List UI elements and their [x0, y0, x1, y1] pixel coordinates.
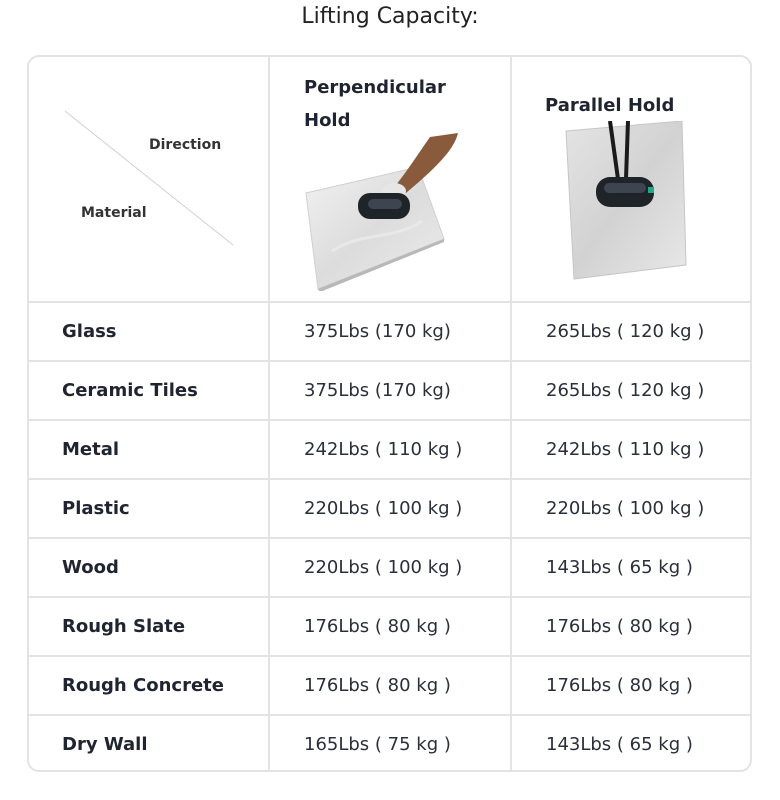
perpendicular-capacity-cell: 165Lbs ( 75 kg ) [269, 715, 511, 772]
perpendicular-capacity-cell: 220Lbs ( 100 kg ) [269, 479, 511, 538]
table-row [29, 538, 750, 597]
material-label: Material [81, 205, 147, 221]
material-cell: Dry Wall [29, 715, 269, 772]
material-cell: Rough Slate [29, 597, 269, 656]
page-title: Lifting Capacity: [301, 4, 479, 29]
lifting-capacity-table [27, 55, 752, 772]
diagonal-divider [29, 57, 269, 301]
material-cell: Plastic [29, 479, 269, 538]
suction-cup-parallel-photo-icon [562, 121, 692, 281]
direction-material-header-cell [29, 57, 269, 302]
parallel-capacity-cell: 265Lbs ( 120 kg ) [511, 302, 750, 361]
perpendicular-capacity-cell: 375Lbs (170 kg) [269, 302, 511, 361]
table-row [29, 656, 750, 715]
material-cell: Rough Concrete [29, 656, 269, 715]
table-row [29, 420, 750, 479]
perpendicular-capacity-cell: 242Lbs ( 110 kg ) [269, 420, 511, 479]
parallel-capacity-cell: 242Lbs ( 110 kg ) [511, 420, 750, 479]
table-row [29, 479, 750, 538]
perpendicular-hold-heading: Perpendicular Hold [304, 77, 446, 131]
material-cell: Wood [29, 538, 269, 597]
suction-cup-perpendicular-photo-icon [302, 131, 482, 291]
perpendicular-capacity-cell: 176Lbs ( 80 kg ) [269, 656, 511, 715]
material-cell: Metal [29, 420, 269, 479]
parallel-capacity-cell: 265Lbs ( 120 kg ) [511, 361, 750, 420]
table-row [29, 361, 750, 420]
capacity-table [29, 57, 750, 772]
parallel-hold-heading: Parallel Hold [545, 95, 675, 116]
parallel-capacity-cell: 176Lbs ( 80 kg ) [511, 597, 750, 656]
material-cell: Ceramic Tiles [29, 361, 269, 420]
parallel-header-cell [511, 57, 750, 302]
material-cell: Glass [29, 302, 269, 361]
table-row [29, 715, 750, 772]
table-header-row [29, 57, 750, 302]
direction-label: Direction [149, 137, 222, 153]
perpendicular-capacity-cell: 220Lbs ( 100 kg ) [269, 538, 511, 597]
perpendicular-capacity-cell: 375Lbs (170 kg) [269, 361, 511, 420]
parallel-capacity-cell: 143Lbs ( 65 kg ) [511, 538, 750, 597]
parallel-capacity-cell: 220Lbs ( 100 kg ) [511, 479, 750, 538]
parallel-capacity-cell: 143Lbs ( 65 kg ) [546, 734, 693, 755]
perpendicular-capacity-cell: 176Lbs ( 80 kg ) [269, 597, 511, 656]
parallel-capacity-cell: 176Lbs ( 80 kg ) [511, 656, 750, 715]
table-row [29, 597, 750, 656]
perpendicular-header-cell [269, 57, 511, 302]
table-row [29, 302, 750, 361]
